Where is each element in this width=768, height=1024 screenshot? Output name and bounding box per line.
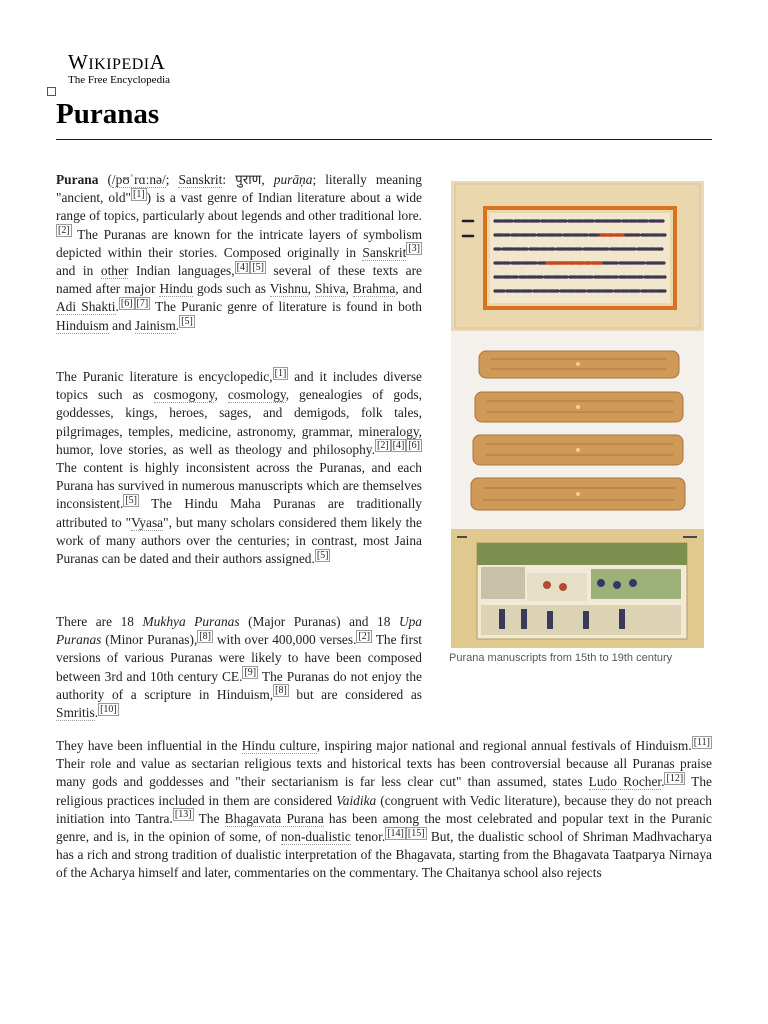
ipa-link[interactable]: /pʊˈrɑːnə/ — [111, 172, 166, 187]
link-bhagavata-purana[interactable]: Bhagavata Purana — [224, 810, 324, 826]
manuscript-illustration — [451, 181, 704, 648]
menu-toggle-checkbox[interactable] — [47, 87, 56, 96]
ref-9[interactable]: [9] — [244, 667, 257, 679]
ref-3[interactable]: [3] — [408, 243, 420, 255]
transliteration: purāṇa — [273, 172, 313, 187]
link-hinduism[interactable]: Hinduism — [56, 317, 109, 333]
ref-2c[interactable]: [2] — [358, 630, 371, 642]
link-sanskrit-2[interactable]: Sanskrit — [362, 244, 407, 260]
link-brahma[interactable]: Brahma — [352, 281, 396, 297]
tagline: The Free Encyclopedia — [68, 74, 171, 86]
ref-6[interactable]: [6] — [120, 297, 133, 309]
link-non-dualistic[interactable]: non-dualistic — [280, 829, 351, 845]
link-shiva[interactable]: Shiva — [315, 281, 346, 297]
link-sanskrit[interactable]: Sanskrit — [178, 172, 223, 187]
link-adi-shakti[interactable]: Adi Shakti — [56, 299, 116, 315]
wordmark: WIKIPEDIA — [68, 50, 166, 74]
link-hindu-culture[interactable]: Hindu culture — [241, 738, 317, 753]
link-cosmogony[interactable]: cosmogony — [153, 387, 215, 403]
link-other-languages[interactable]: other — [100, 263, 129, 279]
paragraph-3: There are 18 Mukhya Puranas (Major Puranas) and 18 Upa Puranas (Minor Puranas), [8] with over 400,000 verses. [2] The first versions of various Puranas were likely to have been composed between 3rd and 10th century CE. [9] The Puranas do not enjoy the authority of a scripture in Hinduism, [8] but are considered as Smritis. [10] — [56, 614, 422, 721]
title-divider — [56, 139, 712, 140]
figure-caption: Purana manuscripts from 15th to 19th century — [449, 652, 673, 664]
ref-10[interactable]: [10] — [100, 703, 117, 715]
term-bold: Purana — [56, 172, 99, 187]
devanagari-term: पुराण — [235, 172, 262, 187]
ref-13[interactable]: [13] — [174, 809, 192, 821]
link-smritis[interactable]: Smritis — [56, 705, 95, 721]
ref-5b[interactable]: [5] — [181, 316, 193, 328]
ref-7[interactable]: [7] — [136, 297, 149, 309]
link-cosmology[interactable]: cosmology — [227, 387, 286, 403]
paragraph-1: Purana (/pʊˈrɑːnə/; Sanskrit: पुराण, purāṇa; literally meaning "ancient, old" [1] ) is a vast genre of Indian literature about a wide range of topics, particularly about legends and other traditional lore.[2] The Puranas are known for the intricate layers of symbolism depicted within their stories. Composed originally in Sanskrit [3] and in other Indian languages, [4] [5] several of these texts are named after major Hindu gods such as Vishnu, Shiva, Brahma, and Adi Shakti. [6] [7] The Puranic genre of literature is found in both Hinduism and Jainism. [5] — [56, 172, 422, 333]
ref-1b[interactable]: [1] — [274, 367, 287, 379]
link-vishnu[interactable]: Vishnu — [269, 281, 308, 297]
ref-1[interactable]: [1] — [132, 188, 145, 200]
link-vyasa[interactable]: Vyasa — [131, 514, 164, 530]
ref-2[interactable]: [2] — [58, 225, 70, 237]
ref-5c[interactable]: [5] — [125, 494, 137, 506]
ref-15[interactable]: [15] — [407, 827, 425, 839]
ref-5[interactable]: [5] — [252, 261, 264, 273]
ref-11[interactable]: [11] — [693, 736, 710, 748]
link-hindu[interactable]: Hindu — [159, 281, 193, 297]
manuscript-image[interactable] — [451, 181, 704, 648]
ref-4[interactable]: [4] — [236, 261, 249, 273]
ref-12[interactable]: [12] — [666, 772, 684, 784]
ref-4b[interactable]: [4] — [392, 440, 405, 452]
link-jainism[interactable]: Jainism — [134, 317, 176, 333]
ref-2b[interactable]: [2] — [376, 440, 389, 452]
paragraph-4: They have been influential in the Hindu culture, inspiring major national and regional annual festivals of Hinduism. [11] Their role and value as sectarian religious texts and historical texts has been controversial because all Puranas praise many gods and goddesses and "their sectarianism is far less clear cut" than assumed, states Ludo Rocher. [12] The religious practices included in them are considered Vaidika (congruent with Vedic literature), because they do not preach initiation into Tantra. [13] The Bhagavata Purana has been among the most celebrated and popular text in the Puranic genre, and is, in the opinion of some, of non-dualistic tenor. [14] [15] But, the dualistic school of Shriman Madhvacharya has a rich and strong tradition of dualistic interpretation of the Bhagavata, starting from the Bhagavata Taatparya Nirnaya of the Acharya himself and later, commentaries on the commentary. The Chaitanya school also rejects — [56, 736, 712, 881]
link-ludo-rocher[interactable]: Ludo Rocher — [588, 774, 662, 790]
ref-5d[interactable]: [5] — [316, 549, 329, 561]
page-title: Puranas — [56, 98, 160, 130]
paragraph-2: The Puranic literature is encyclopedic, [1] and it includes diverse topics such as cosmogony, cosmology, genealogies of gods, goddesses, kings, heroes, sages, and demigods, folk tales, pilgrimages, temples, medicine, astronomy, grammar, mineralogy, humor, love stories, as well as theology and philosophy. [2] [4] [6] The content is highly inconsistent across the Puranas, and each Purana has survived in numerous manuscripts which are themselves inconsistent. [5] The Hindu Maha Puranas are traditionally attributed to "Vyasa", but many scholars considered them likely the work of many authors over the centuries; in contrast, most Jaina Puranas can be dated and their authors assigned. [5] — [56, 367, 423, 567]
ref-14[interactable]: [14] — [387, 827, 404, 839]
ref-6b[interactable]: [6] — [408, 440, 420, 452]
ref-8[interactable]: [8] — [199, 630, 211, 642]
wikipedia-logo[interactable] — [68, 50, 170, 86]
ref-8b[interactable]: [8] — [275, 685, 287, 697]
